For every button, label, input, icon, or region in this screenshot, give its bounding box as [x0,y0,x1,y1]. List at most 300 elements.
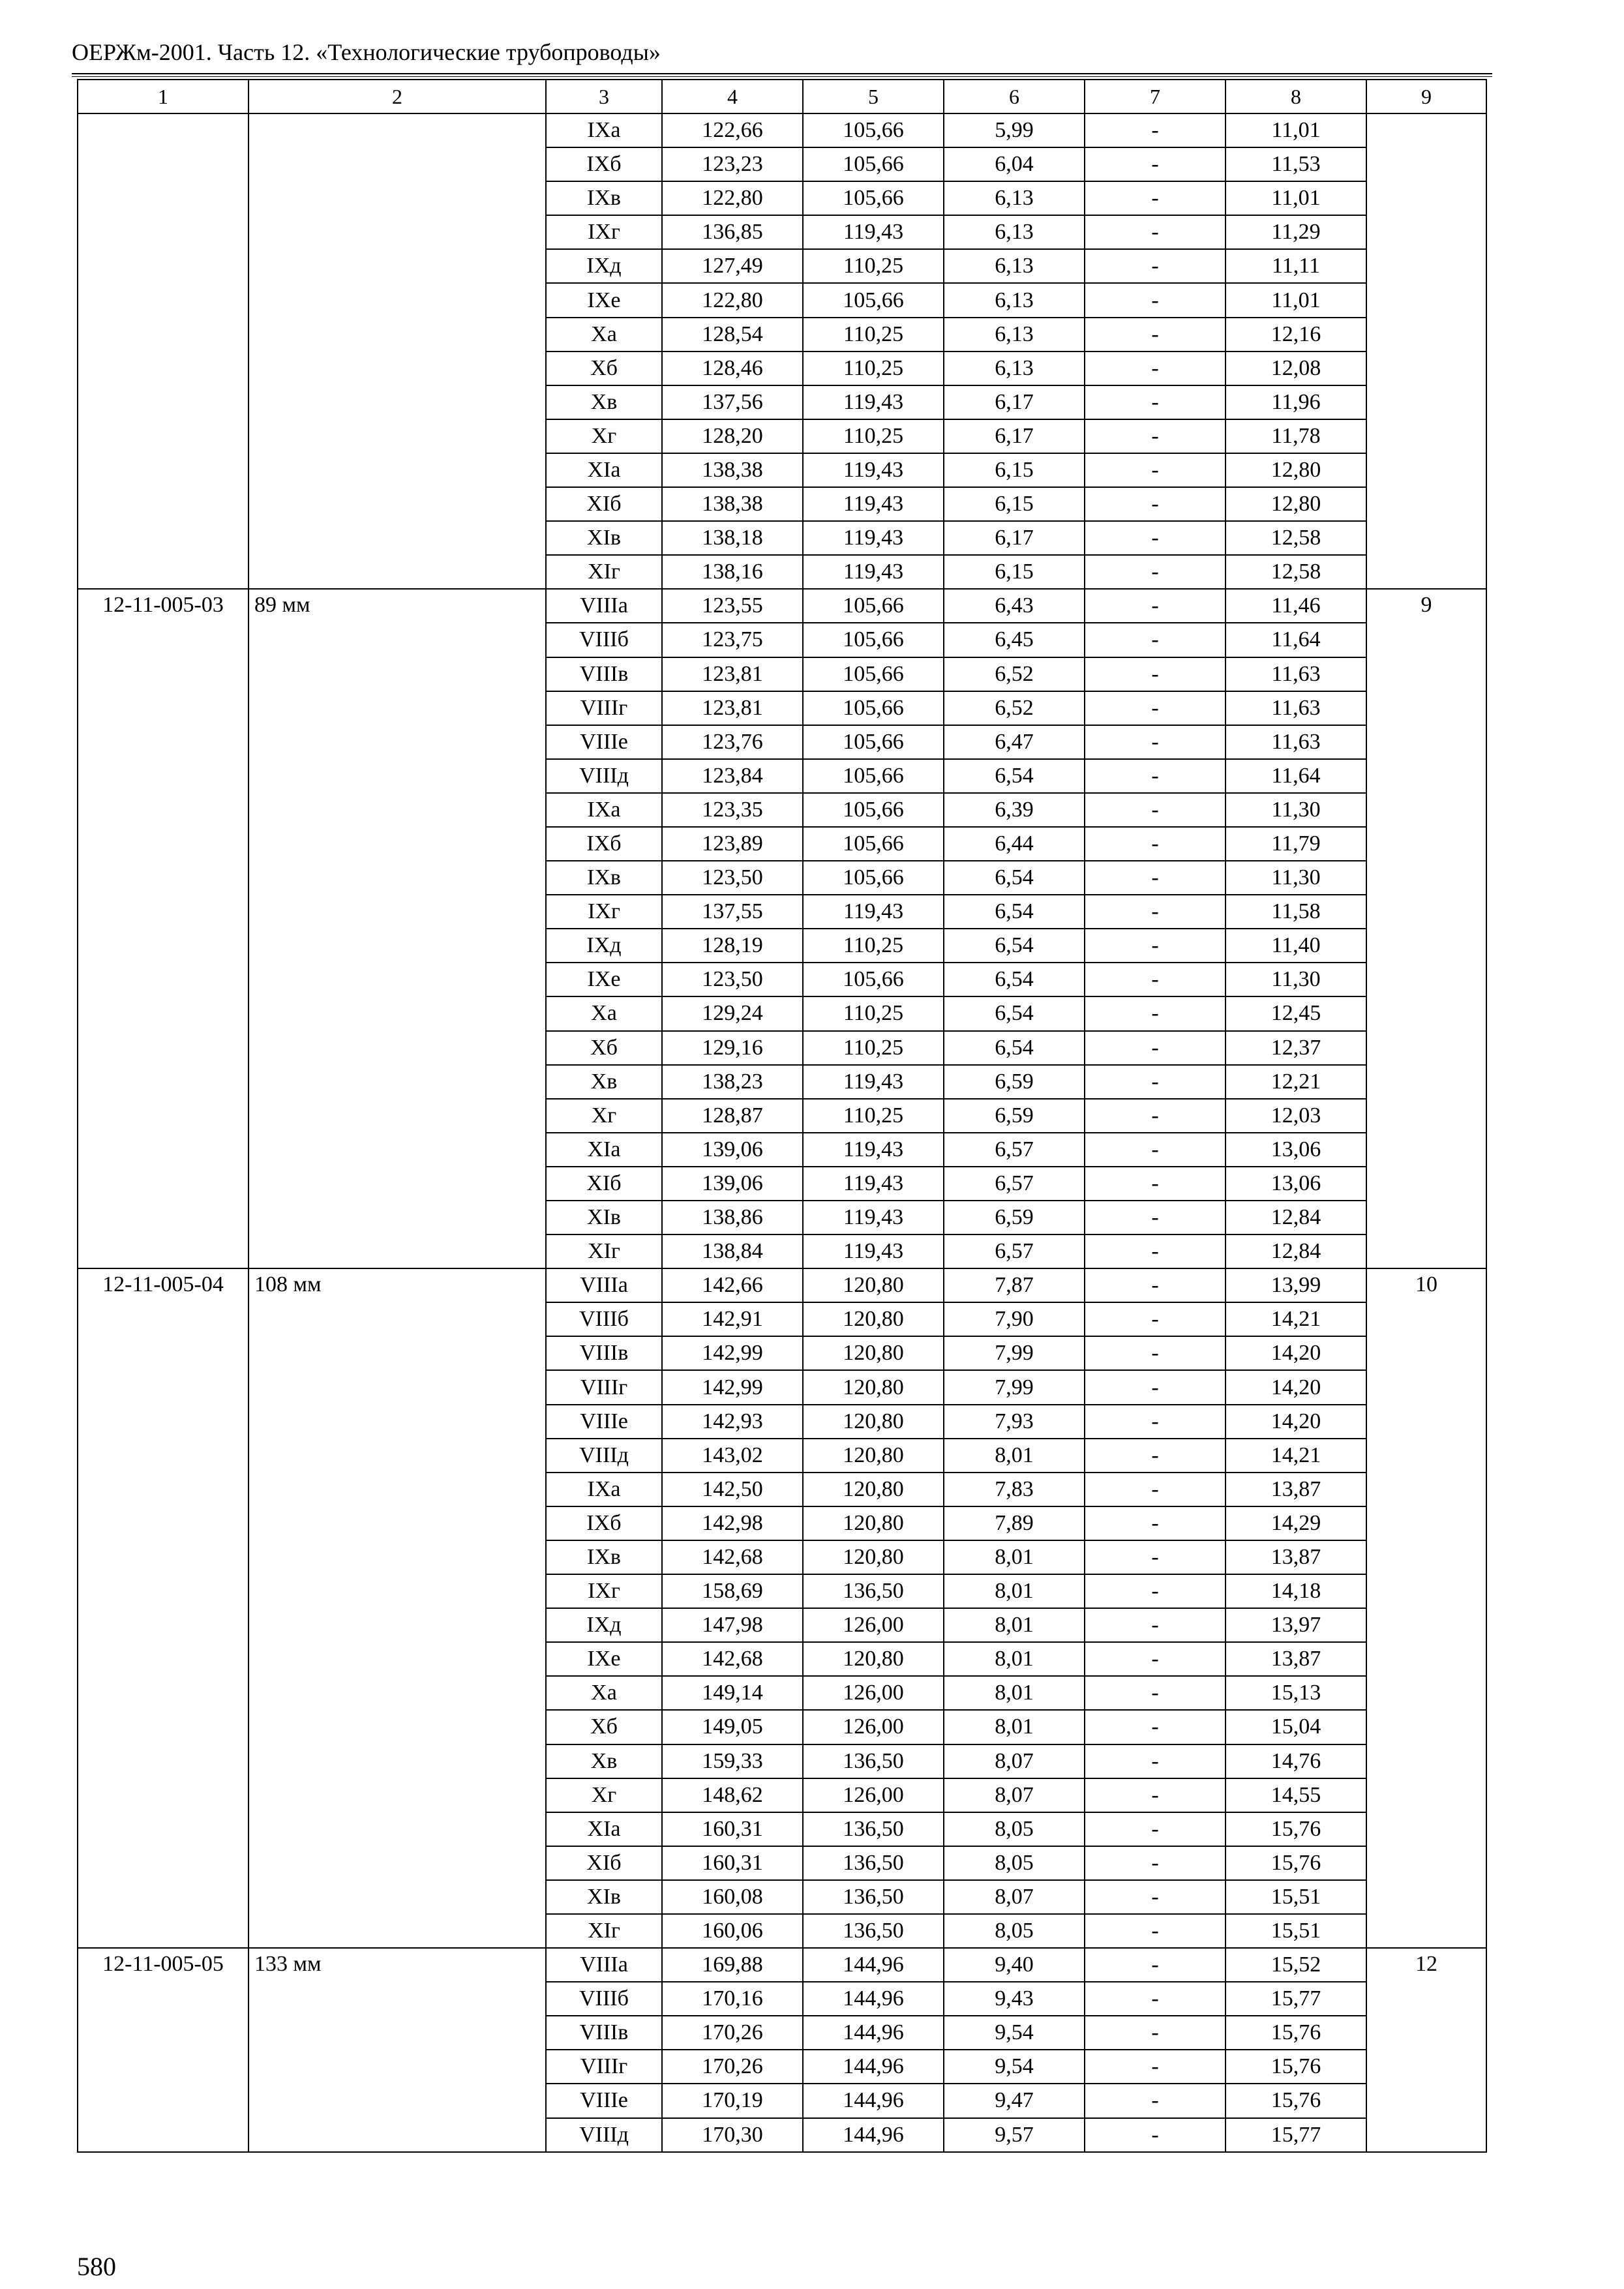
materials-cell: 12,84 [1226,1201,1366,1234]
materials-cell: 14,20 [1226,1336,1366,1370]
category-cell: IXе [546,283,662,317]
wage-cell: 119,43 [803,487,944,521]
materials-cell: 13,06 [1226,1133,1366,1167]
driver-wage-cell: - [1085,1676,1226,1710]
materials-cell: 12,84 [1226,1234,1366,1268]
wage-cell: 105,66 [803,623,944,657]
category-cell: Xв [546,385,662,419]
materials-cell: 12,37 [1226,1031,1366,1065]
driver-wage-cell: - [1085,249,1226,283]
machine-cell: 6,04 [944,147,1085,181]
driver-wage-cell: - [1085,1167,1226,1201]
materials-cell: 13,06 [1226,1167,1366,1201]
machine-cell: 9,57 [944,2118,1085,2152]
category-cell: VIIIа [546,1948,662,1982]
machine-cell: 8,01 [944,1710,1085,1744]
machine-cell: 6,45 [944,623,1085,657]
total-cost-cell: 138,38 [662,487,803,521]
wage-cell: 119,43 [803,215,944,249]
machine-cell: 6,57 [944,1133,1085,1167]
category-cell: IXд [546,1608,662,1642]
driver-wage-cell: - [1085,419,1226,453]
pipe-diameter-cell: 133 мм [248,1948,546,2152]
total-cost-cell: 128,19 [662,929,803,963]
driver-wage-cell: - [1085,487,1226,521]
total-cost-cell: 138,84 [662,1234,803,1268]
pipe-diameter-cell [248,113,546,589]
category-cell: VIIIг [546,1370,662,1404]
wage-cell: 105,66 [803,827,944,861]
category-cell: XIа [546,453,662,487]
category-cell: Xа [546,318,662,352]
column-header: 5 [803,80,944,113]
total-cost-cell: 142,66 [662,1268,803,1302]
driver-wage-cell: - [1085,861,1226,895]
driver-wage-cell: - [1085,2050,1226,2084]
wage-cell: 119,43 [803,1167,944,1201]
total-cost-cell: 138,23 [662,1065,803,1099]
materials-cell: 11,79 [1226,827,1366,861]
wage-cell: 119,43 [803,555,944,589]
norms-table [77,79,1487,2153]
driver-wage-cell: - [1085,1982,1226,2016]
machine-cell: 6,13 [944,283,1085,317]
materials-cell: 13,97 [1226,1608,1366,1642]
materials-cell: 15,76 [1226,1812,1366,1846]
total-cost-cell: 128,20 [662,419,803,453]
materials-cell: 13,87 [1226,1473,1366,1506]
column-header: 2 [248,80,546,113]
materials-cell: 14,76 [1226,1744,1366,1778]
machine-cell: 6,59 [944,1065,1085,1099]
machine-cell: 6,54 [944,929,1085,963]
machine-cell: 6,15 [944,453,1085,487]
materials-cell: 11,64 [1226,759,1366,793]
table-body [78,80,1486,2152]
category-cell: XIв [546,1880,662,1914]
column-number-row [78,80,1486,113]
machine-cell: 7,83 [944,1473,1085,1506]
wage-cell: 105,66 [803,657,944,691]
category-cell: VIIIд [546,1439,662,1473]
materials-cell: 15,77 [1226,2118,1366,2152]
category-cell: VIIIб [546,623,662,657]
code-cell: 12-11-005-03 [78,589,248,1268]
driver-wage-cell: - [1085,1201,1226,1234]
materials-cell: 11,96 [1226,385,1366,419]
header-rule-thin [72,76,1492,77]
machine-cell: 7,87 [944,1268,1085,1302]
total-cost-cell: 123,55 [662,589,803,623]
category-cell: VIIIа [546,1268,662,1302]
machine-cell: 8,07 [944,1744,1085,1778]
category-cell: IXг [546,895,662,929]
machine-cell: 8,05 [944,1914,1085,1948]
category-cell: VIIIд [546,2118,662,2152]
total-cost-cell: 129,24 [662,996,803,1030]
driver-wage-cell: - [1085,147,1226,181]
category-cell: VIIIв [546,2016,662,2050]
driver-wage-cell: - [1085,1099,1226,1133]
category-cell: VIIIг [546,691,662,725]
wage-cell: 105,66 [803,861,944,895]
driver-wage-cell: - [1085,1234,1226,1268]
driver-wage-cell: - [1085,521,1226,555]
materials-cell: 14,21 [1226,1302,1366,1336]
total-cost-cell: 123,23 [662,147,803,181]
wage-cell: 144,96 [803,2050,944,2084]
driver-wage-cell: - [1085,1268,1226,1302]
wage-cell: 144,96 [803,2016,944,2050]
wage-cell: 110,25 [803,249,944,283]
column-header: 1 [78,80,248,113]
wage-cell: 110,25 [803,318,944,352]
category-cell: IXа [546,113,662,147]
wage-cell: 120,80 [803,1336,944,1370]
category-cell: VIIIб [546,1982,662,2016]
total-cost-cell: 147,98 [662,1608,803,1642]
driver-wage-cell: - [1085,352,1226,385]
materials-cell: 13,99 [1226,1268,1366,1302]
pipe-diameter-cell: 108 мм [248,1268,546,1948]
wage-cell: 119,43 [803,521,944,555]
machine-cell: 9,54 [944,2016,1085,2050]
machine-cell: 8,07 [944,1880,1085,1914]
table-row [78,113,1486,147]
category-cell: IXв [546,1540,662,1574]
machine-cell: 7,90 [944,1302,1085,1336]
wage-cell: 105,66 [803,759,944,793]
labor-cell [1366,113,1486,589]
materials-cell: 14,20 [1226,1405,1366,1439]
total-cost-cell: 123,81 [662,691,803,725]
category-cell: IXд [546,249,662,283]
driver-wage-cell: - [1085,1608,1226,1642]
machine-cell: 8,01 [944,1540,1085,1574]
labor-cell: 12 [1366,1948,1486,2152]
category-cell: XIг [546,555,662,589]
wage-cell: 105,66 [803,691,944,725]
machine-cell: 7,89 [944,1506,1085,1540]
total-cost-cell: 149,14 [662,1676,803,1710]
driver-wage-cell: - [1085,929,1226,963]
driver-wage-cell: - [1085,1405,1226,1439]
total-cost-cell: 123,50 [662,861,803,895]
category-cell: Xб [546,352,662,385]
column-header: 6 [944,80,1085,113]
materials-cell: 15,76 [1226,1846,1366,1880]
machine-cell: 9,40 [944,1948,1085,1982]
total-cost-cell: 169,88 [662,1948,803,1982]
category-cell: IXг [546,215,662,249]
machine-cell: 6,54 [944,759,1085,793]
total-cost-cell: 142,99 [662,1336,803,1370]
machine-cell: 8,01 [944,1574,1085,1608]
total-cost-cell: 138,38 [662,453,803,487]
driver-wage-cell: - [1085,113,1226,147]
materials-cell: 15,76 [1226,2050,1366,2084]
category-cell: XIб [546,487,662,521]
wage-cell: 144,96 [803,1982,944,2016]
materials-cell: 13,87 [1226,1540,1366,1574]
machine-cell: 6,15 [944,487,1085,521]
machine-cell: 6,44 [944,827,1085,861]
total-cost-cell: 142,93 [662,1405,803,1439]
machine-cell: 8,01 [944,1608,1085,1642]
materials-cell: 11,63 [1226,691,1366,725]
driver-wage-cell: - [1085,1812,1226,1846]
total-cost-cell: 170,26 [662,2016,803,2050]
machine-cell: 6,57 [944,1234,1085,1268]
category-cell: Xб [546,1031,662,1065]
materials-cell: 12,45 [1226,996,1366,1030]
materials-cell: 11,53 [1226,147,1366,181]
wage-cell: 120,80 [803,1506,944,1540]
total-cost-cell: 137,56 [662,385,803,419]
materials-cell: 12,16 [1226,318,1366,352]
materials-cell: 14,29 [1226,1506,1366,1540]
machine-cell: 9,47 [944,2084,1085,2117]
wage-cell: 136,50 [803,1574,944,1608]
category-cell: XIг [546,1914,662,1948]
total-cost-cell: 170,30 [662,2118,803,2152]
driver-wage-cell: - [1085,895,1226,929]
wage-cell: 119,43 [803,1133,944,1167]
wage-cell: 120,80 [803,1405,944,1439]
total-cost-cell: 123,84 [662,759,803,793]
wage-cell: 120,80 [803,1439,944,1473]
machine-cell: 6,52 [944,657,1085,691]
total-cost-cell: 122,66 [662,113,803,147]
materials-cell: 15,04 [1226,1710,1366,1744]
wage-cell: 126,00 [803,1676,944,1710]
category-cell: Xг [546,1099,662,1133]
category-cell: IXб [546,827,662,861]
wage-cell: 110,25 [803,996,944,1030]
category-cell: IXв [546,181,662,215]
column-header: 9 [1366,80,1486,113]
wage-cell: 120,80 [803,1302,944,1336]
machine-cell: 6,13 [944,352,1085,385]
column-header: 3 [546,80,662,113]
materials-cell: 11,46 [1226,589,1366,623]
machine-cell: 6,54 [944,861,1085,895]
materials-cell: 14,20 [1226,1370,1366,1404]
total-cost-cell: 122,80 [662,283,803,317]
category-cell: Xа [546,1676,662,1710]
category-cell: XIб [546,1167,662,1201]
materials-cell: 15,76 [1226,2016,1366,2050]
materials-cell: 11,78 [1226,419,1366,453]
machine-cell: 7,99 [944,1336,1085,1370]
materials-cell: 15,52 [1226,1948,1366,1982]
category-cell: IXе [546,963,662,996]
code-cell: 12-11-005-04 [78,1268,248,1948]
machine-cell: 5,99 [944,113,1085,147]
driver-wage-cell: - [1085,181,1226,215]
driver-wage-cell: - [1085,385,1226,419]
total-cost-cell: 127,49 [662,249,803,283]
category-cell: Xв [546,1065,662,1099]
machine-cell: 6,17 [944,521,1085,555]
category-cell: Xб [546,1710,662,1744]
total-cost-cell: 128,46 [662,352,803,385]
total-cost-cell: 122,80 [662,181,803,215]
machine-cell: 7,99 [944,1370,1085,1404]
materials-cell: 11,01 [1226,113,1366,147]
materials-cell: 12,03 [1226,1099,1366,1133]
materials-cell: 11,40 [1226,929,1366,963]
wage-cell: 119,43 [803,1065,944,1099]
category-cell: XIа [546,1812,662,1846]
category-cell: XIв [546,1201,662,1234]
wage-cell: 144,96 [803,1948,944,1982]
driver-wage-cell: - [1085,555,1226,589]
wage-cell: 120,80 [803,1642,944,1676]
machine-cell: 8,01 [944,1439,1085,1473]
wage-cell: 126,00 [803,1710,944,1744]
driver-wage-cell: - [1085,1133,1226,1167]
driver-wage-cell: - [1085,793,1226,827]
category-cell: IXа [546,793,662,827]
wage-cell: 136,50 [803,1846,944,1880]
total-cost-cell: 142,68 [662,1642,803,1676]
total-cost-cell: 142,50 [662,1473,803,1506]
materials-cell: 14,18 [1226,1574,1366,1608]
wage-cell: 110,25 [803,1031,944,1065]
wage-cell: 136,50 [803,1744,944,1778]
table-row [78,589,1486,623]
materials-cell: 11,30 [1226,861,1366,895]
driver-wage-cell: - [1085,1880,1226,1914]
machine-cell: 6,54 [944,895,1085,929]
wage-cell: 136,50 [803,1914,944,1948]
materials-cell: 11,30 [1226,793,1366,827]
materials-cell: 15,51 [1226,1914,1366,1948]
driver-wage-cell: - [1085,453,1226,487]
labor-cell: 9 [1366,589,1486,1268]
driver-wage-cell: - [1085,1065,1226,1099]
category-cell: VIIIе [546,725,662,759]
wage-cell: 105,66 [803,963,944,996]
column-header: 7 [1085,80,1226,113]
wage-cell: 105,66 [803,113,944,147]
driver-wage-cell: - [1085,1914,1226,1948]
category-cell: IXб [546,1506,662,1540]
machine-cell: 6,17 [944,419,1085,453]
wage-cell: 119,43 [803,1234,944,1268]
driver-wage-cell: - [1085,996,1226,1030]
category-cell: VIIIв [546,657,662,691]
total-cost-cell: 129,16 [662,1031,803,1065]
driver-wage-cell: - [1085,1031,1226,1065]
header-rule [72,73,1492,74]
column-header: 8 [1226,80,1366,113]
materials-cell: 15,13 [1226,1676,1366,1710]
driver-wage-cell: - [1085,283,1226,317]
machine-cell: 6,13 [944,249,1085,283]
category-cell: IXв [546,861,662,895]
machine-cell: 8,05 [944,1846,1085,1880]
category-cell: IXг [546,1574,662,1608]
total-cost-cell: 142,91 [662,1302,803,1336]
code-cell [78,113,248,589]
materials-cell: 15,77 [1226,1982,1366,2016]
total-cost-cell: 128,87 [662,1099,803,1133]
machine-cell: 6,15 [944,555,1085,589]
total-cost-cell: 142,98 [662,1506,803,1540]
category-cell: IXе [546,1642,662,1676]
total-cost-cell: 128,54 [662,318,803,352]
category-cell: IXд [546,929,662,963]
materials-cell: 12,08 [1226,352,1366,385]
materials-cell: 12,80 [1226,453,1366,487]
category-cell: Xг [546,419,662,453]
machine-cell: 6,52 [944,691,1085,725]
wage-cell: 105,66 [803,589,944,623]
wage-cell: 119,43 [803,453,944,487]
wage-cell: 120,80 [803,1540,944,1574]
driver-wage-cell: - [1085,827,1226,861]
machine-cell: 6,54 [944,996,1085,1030]
materials-cell: 11,64 [1226,623,1366,657]
category-cell: VIIIа [546,589,662,623]
total-cost-cell: 148,62 [662,1778,803,1812]
materials-cell: 11,11 [1226,249,1366,283]
wage-cell: 136,50 [803,1812,944,1846]
total-cost-cell: 136,85 [662,215,803,249]
category-cell: XIб [546,1846,662,1880]
pipe-diameter-cell: 89 мм [248,589,546,1268]
driver-wage-cell: - [1085,318,1226,352]
total-cost-cell: 123,89 [662,827,803,861]
category-cell: IXа [546,1473,662,1506]
machine-cell: 9,43 [944,1982,1085,2016]
category-cell: VIIIг [546,2050,662,2084]
category-cell: VIIIе [546,1405,662,1439]
driver-wage-cell: - [1085,1370,1226,1404]
machine-cell: 6,59 [944,1099,1085,1133]
materials-cell: 11,63 [1226,657,1366,691]
code-cell: 12-11-005-05 [78,1948,248,2152]
category-cell: VIIIв [546,1336,662,1370]
driver-wage-cell: - [1085,2118,1226,2152]
machine-cell: 6,39 [944,793,1085,827]
machine-cell: 8,07 [944,1778,1085,1812]
total-cost-cell: 139,06 [662,1133,803,1167]
driver-wage-cell: - [1085,1948,1226,1982]
wage-cell: 119,43 [803,1201,944,1234]
wage-cell: 105,66 [803,283,944,317]
wage-cell: 120,80 [803,1370,944,1404]
wage-cell: 110,25 [803,352,944,385]
category-cell: VIIIе [546,2084,662,2117]
total-cost-cell: 159,33 [662,1744,803,1778]
total-cost-cell: 138,86 [662,1201,803,1234]
total-cost-cell: 160,06 [662,1914,803,1948]
driver-wage-cell: - [1085,691,1226,725]
driver-wage-cell: - [1085,1439,1226,1473]
category-cell: Xг [546,1778,662,1812]
materials-cell: 13,87 [1226,1642,1366,1676]
wage-cell: 144,96 [803,2118,944,2152]
driver-wage-cell: - [1085,657,1226,691]
machine-cell: 6,13 [944,215,1085,249]
driver-wage-cell: - [1085,215,1226,249]
driver-wage-cell: - [1085,759,1226,793]
total-cost-cell: 139,06 [662,1167,803,1201]
category-cell: XIв [546,521,662,555]
